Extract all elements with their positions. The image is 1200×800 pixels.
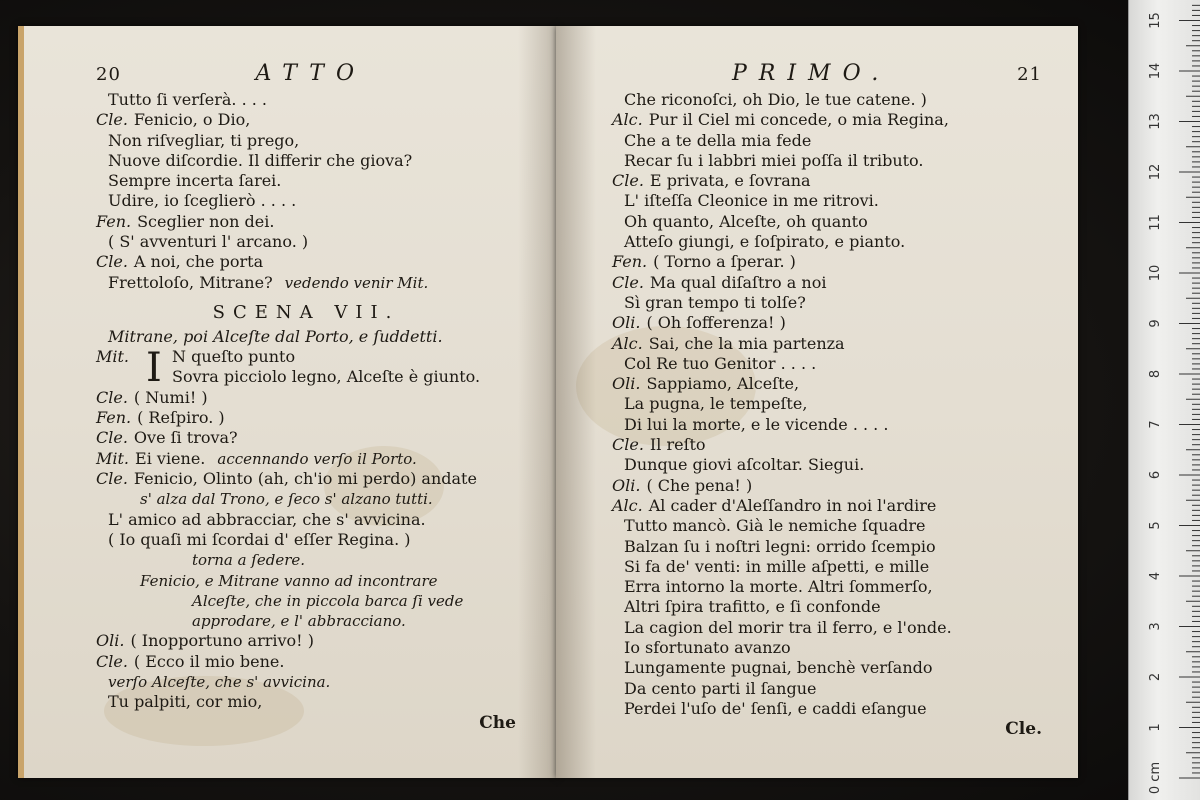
verse-line: [612, 415, 1042, 435]
verse-line: [612, 394, 1042, 414]
verse-line: [612, 638, 1042, 658]
speaker-label: Oli.: [612, 313, 641, 333]
speaker-label: Cle.: [96, 428, 128, 448]
catchword: Che: [479, 712, 516, 733]
speaker-label: Cle.: [612, 272, 644, 292]
verse-text: Tu palpiti, cor mio,: [108, 692, 263, 712]
speaker-label: Cle.: [96, 387, 128, 407]
verse-text: Io sfortunato avanzo: [624, 638, 791, 658]
verse-text: ( S' avventuri l' arcano. ): [108, 232, 309, 252]
left-page-text: [96, 61, 516, 733]
ruler-label: 13: [1148, 113, 1163, 130]
ruler-label: 0 cm: [1148, 761, 1163, 795]
verse-text: Fenicio, o Dio,: [133, 110, 251, 130]
verse-text: ( Reſpiro. ): [137, 408, 225, 428]
verse-line: [96, 90, 516, 110]
stage-direction: Fenicio, e Mitrane vanno ad incontrare: [140, 571, 438, 590]
speaker-label: Mit.: [96, 347, 130, 367]
right-page: [556, 26, 1078, 778]
verse-line: [612, 699, 1042, 719]
verse-line: [612, 476, 1042, 496]
verse-text: ( Inopportuno arrivo! ): [130, 631, 314, 651]
verse-text: Oh quanto, Alceſte, oh quanto: [624, 211, 868, 231]
verse-text: Ma qual diſaſtro a noi: [649, 272, 827, 292]
verse-text: L' amico ad abbracciar, che s' avvicina.: [108, 509, 426, 529]
ruler-label: 15: [1148, 12, 1163, 29]
dropcap: I: [146, 345, 162, 392]
verse-text: Sceglier non dei.: [137, 211, 275, 231]
gutter-shadow: [518, 26, 558, 778]
verse-line: [96, 171, 516, 191]
verse-text: ( Oh ſofferenza! ): [646, 313, 786, 333]
verse-line: [612, 90, 1042, 110]
verse-line: [96, 191, 516, 211]
speaker-label: Alc.: [612, 110, 643, 130]
verse-line: [612, 577, 1042, 597]
verse-line: [96, 131, 516, 151]
verse-text: Ei viene.: [135, 448, 206, 468]
ruler-scale: [1129, 0, 1200, 800]
ruler-label: 2: [1148, 672, 1163, 682]
text-block: [612, 90, 1042, 719]
verse-line: [96, 151, 516, 171]
verse-line: [96, 571, 516, 591]
speaker-label: Cle.: [96, 469, 128, 489]
ruler-label: 10: [1148, 264, 1163, 282]
ruler-label: 3: [1148, 622, 1163, 631]
verse-text: Sovra picciolo legno, Alceſte è giunto.: [172, 367, 481, 387]
verse-text: Ove ſi trova?: [133, 428, 238, 448]
verse-text: Non riſvegliar, ti prego,: [108, 130, 300, 150]
verse-line: [612, 171, 1042, 191]
verse-line: [612, 516, 1042, 536]
verse-text: Sai, che la mia partenza: [648, 333, 845, 353]
verse-line: [96, 232, 516, 252]
verse-line: [96, 672, 516, 692]
verse-line: [612, 191, 1042, 211]
ruler-label: 12: [1148, 163, 1163, 181]
verse-line: [96, 212, 516, 232]
right-page-text: [612, 61, 1042, 740]
verse-line: [612, 435, 1042, 455]
running-head-title: ATTO: [255, 61, 366, 86]
verse-text: Si fa de' venti: in mille aſpetti, e mille: [624, 556, 930, 576]
verse-line: [96, 550, 516, 570]
scene-heading: SCENA VII.: [212, 301, 400, 323]
speaker-label: Oli.: [612, 475, 641, 495]
verse-line: [612, 354, 1042, 374]
text-block: [96, 90, 516, 293]
verse-text: ( Torno a ſperar. ): [653, 252, 796, 272]
verse-text: Altri ſpira trafitto, e ſi confonde: [624, 597, 881, 617]
verse-text: ( Io quaſi mi ſcordai d' eſſer Regina. ): [108, 529, 411, 549]
running-head-title: PRIMO.: [732, 61, 891, 86]
stage-direction: Alceſte, che in piccola barca ſi vede: [192, 591, 464, 610]
speaker-label: Alc.: [612, 333, 643, 353]
verse-line: [612, 313, 1042, 333]
ruler-label: 5: [1148, 521, 1163, 530]
verse-text: Sempre incerta ſarei.: [108, 171, 282, 191]
verse-line: [612, 455, 1042, 475]
verse-text: ( Che pena! ): [646, 475, 753, 495]
measuring-ruler: [1128, 0, 1200, 800]
verse-text: Erra intorno la morte. Altri ſommerſo,: [624, 577, 933, 597]
speaker-label: Cle.: [96, 252, 128, 272]
verse-line: [612, 334, 1042, 354]
verse-line: [612, 151, 1042, 171]
page-number: 21: [1017, 64, 1042, 85]
verse-line: [612, 110, 1042, 130]
verse-line: [612, 131, 1042, 151]
verse-line: [96, 449, 516, 469]
stage-direction: accennando verſo il Porto.: [217, 449, 417, 468]
verse-text: L' iſteſſa Cleonice in me ritrovi.: [624, 191, 879, 211]
verse-line: [612, 618, 1042, 638]
verse-line: [96, 489, 516, 509]
verse-text: Tutto mancò. Già le nemiche ſquadre: [624, 516, 926, 536]
stage-direction: s' alza dal Trono, e ſeco s' alzano tutti.: [140, 490, 433, 509]
verse-line: [612, 293, 1042, 313]
verse-text: Il reſto: [649, 435, 706, 455]
verse-line: [96, 469, 516, 489]
verse-line: [612, 273, 1042, 293]
speaker-label: Mit.: [96, 448, 130, 468]
verse-line: [612, 679, 1042, 699]
verse-line: [96, 345, 516, 392]
open-book: [18, 26, 1078, 778]
verse-line: [612, 537, 1042, 557]
verse-line: [612, 597, 1042, 617]
verse-line: [96, 530, 516, 550]
speaker-label: Fen.: [96, 408, 132, 428]
verse-text: Col Re tuo Genitor . . . .: [624, 353, 817, 373]
verse-text: E privata, e ſovrana: [649, 171, 811, 191]
verse-line: [96, 652, 516, 672]
ruler-label: 8: [1148, 369, 1163, 379]
verse-line: [96, 428, 516, 448]
verse-text: Frettoloſo, Mitrane?: [108, 272, 273, 292]
verse-text: Balzan ſu i noſtri legni: orrido ſcempio: [624, 536, 936, 556]
speaker-label: Cle.: [612, 171, 644, 191]
verse-line: [612, 557, 1042, 577]
verse-text: La cagion del morir tra il ferro, e l'onde.: [624, 617, 952, 637]
verse-line: [96, 273, 516, 293]
ruler-label: 14: [1148, 62, 1163, 80]
verse-line: [96, 611, 516, 631]
speaker-label: Fen.: [96, 211, 132, 231]
left-page: [18, 26, 558, 778]
verse-line: [612, 658, 1042, 678]
scene-direction: Mitrane, poi Alceſte dal Porto, e ſuddetti.: [108, 326, 443, 346]
verse-text: Pur il Ciel mi concede, o mia Regina,: [648, 110, 949, 130]
verse-line: [96, 510, 516, 530]
verse-text: Dunque giovi aſcoltar. Siegui.: [624, 455, 865, 475]
verse-line: [612, 374, 1042, 394]
speaker-label: Oli.: [612, 374, 641, 394]
verse-text: Da cento parti il ſangue: [624, 678, 817, 698]
verse-text: Lungamente pugnai, benchè verſando: [624, 658, 933, 678]
stage-direction: approdare, e l' abbracciano.: [192, 612, 406, 631]
verse-text: Nuove diſcordie. Il differir che giova?: [108, 150, 413, 170]
ruler-label: 11: [1148, 214, 1163, 231]
verse-text: Al cader d'Aleſſandro in noi l'ardire: [648, 495, 937, 515]
verse-text: La pugna, le tempeſte,: [624, 394, 808, 414]
ruler-label: 4: [1148, 571, 1163, 581]
verse-text: N queſto punto: [172, 347, 296, 367]
verse-text: Che a te della mia fede: [624, 130, 812, 150]
verse-text: Atteſo giungi, e ſoſpirato, e pianto.: [624, 232, 906, 252]
verse-line: [612, 252, 1042, 272]
stage-direction: vedendo venir Mit.: [284, 273, 429, 292]
verse-text: Sì gran tempo ti tolſe?: [624, 292, 806, 312]
verse-text: Recar ſu i labbri miei poſſa il tributo.: [624, 150, 924, 170]
catchword: Cle.: [1005, 719, 1042, 740]
verse-text: Tutto ſi verſerà. . . .: [108, 90, 268, 109]
gutter-shadow: [556, 26, 596, 778]
speaker-label: Cle.: [96, 110, 128, 130]
verse-text: Fenicio, Olinto (ah, ch'io mi perdo) andate: [133, 469, 477, 489]
ruler-label: 9: [1148, 319, 1163, 328]
verse-text: Sappiamo, Alceſte,: [646, 374, 800, 394]
verse-line: [96, 252, 516, 272]
verse-text: Perdei l'uſo de' ſenſi, e caddi eſangue: [624, 698, 927, 718]
verse-text: ( Ecco il mio bene.: [133, 651, 285, 671]
speaker-label: Oli.: [96, 631, 125, 651]
verse-text: Udire, io ſceglierò . . . .: [108, 191, 297, 211]
speaker-label: Alc.: [612, 495, 643, 515]
ruler-label: 7: [1148, 420, 1163, 429]
running-head: [96, 61, 516, 90]
verse-line: [96, 692, 516, 712]
verse-line: [96, 591, 516, 611]
verse-line: [96, 110, 516, 130]
ruler-label: 1: [1148, 723, 1163, 732]
verse-line: [96, 408, 516, 428]
speaker-label: Fen.: [612, 252, 648, 272]
verse-text: A noi, che porta: [133, 252, 264, 272]
verse-text: Che riconoſci, oh Dio, le tue catene. ): [624, 90, 927, 109]
speaker-label: Cle.: [612, 435, 644, 455]
stage-direction: torna a ſedere.: [192, 551, 306, 570]
verse-line: [96, 388, 516, 408]
running-head: [612, 61, 1042, 90]
text-block: [96, 388, 516, 713]
stage-direction: verſo Alceſte, che s' avvicina.: [108, 673, 331, 692]
verse-line: [612, 212, 1042, 232]
verse-line: [612, 496, 1042, 516]
ruler-label: 6: [1148, 470, 1163, 480]
page-number: 20: [96, 64, 121, 85]
verse-line: [96, 631, 516, 651]
speaker-label: Cle.: [96, 651, 128, 671]
verse-text: ( Numi! ): [133, 387, 208, 407]
verse-line: [612, 232, 1042, 252]
verse-text: Di lui la morte, e le vicende . . . .: [624, 414, 889, 434]
